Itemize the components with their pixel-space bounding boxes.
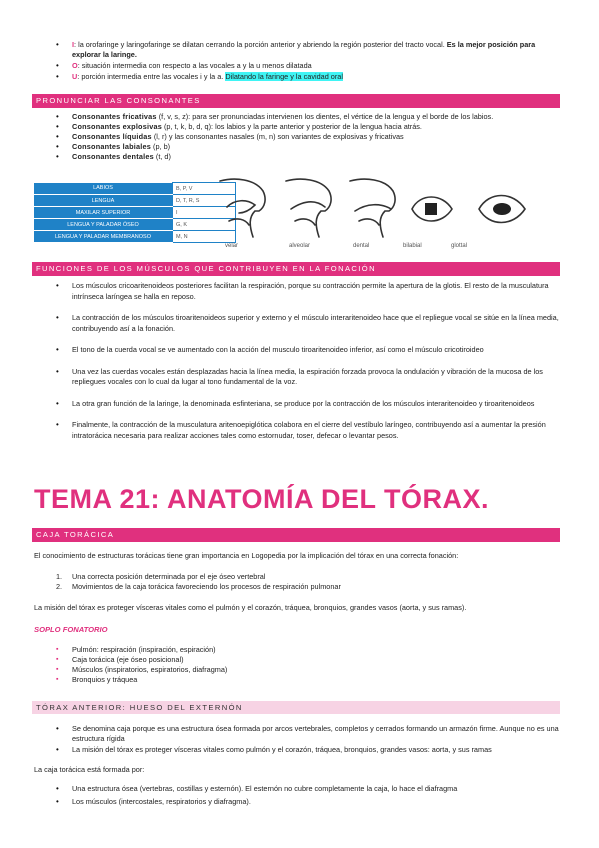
list-item: ▪ Músculos (inspiratorios, espiratorios, diafragma) <box>72 665 560 675</box>
term: Consonantes dentales <box>72 152 154 161</box>
list-item-text: Movimientos de la caja torácica favoreciendo los procesos de respiración pulmonar <box>72 582 341 591</box>
term-description: (f, v, s, z): para ser pronunciadas intervienen los dientes, el vértice de la lengua y el borde de los labios. <box>156 112 494 121</box>
table-row <box>34 231 236 243</box>
caja-formada-paragraph: La caja torácica está formada por: <box>34 765 145 774</box>
list-item <box>72 122 560 132</box>
list-item <box>72 61 560 71</box>
diagram-label: alveolar <box>289 243 311 249</box>
term: Consonantes líquidas <box>72 132 152 141</box>
table-row <box>34 219 236 231</box>
section-heading-anterior: TÓRAX ANTERIOR: HUESO DEL EXTERNÓN <box>32 701 560 714</box>
diagram-label: bilabial <box>403 243 422 249</box>
table-value: M, N <box>173 231 236 243</box>
list-item: ▪ Pulmón: respiración (inspiración, espiración) <box>72 645 560 655</box>
table-label: LABIOS <box>34 183 173 195</box>
list-item <box>72 112 560 122</box>
table-value: D, T, R, S <box>173 195 236 207</box>
consonant-list <box>72 112 560 162</box>
term-description: (l, r) y las consonantes nasales (m, n) son variantes de explosivas y fricativas <box>151 132 404 141</box>
muscle-function-list <box>72 281 560 452</box>
vowel-text: : porción intermedia entre las vocales i y la a. <box>77 72 224 81</box>
vowel-letter: I <box>72 40 75 49</box>
articulation-table <box>34 182 236 243</box>
vowel-text: : la orofaringe y laringofaringe se dilatan cerrando la porción anterior y abriendo la región posterior del tracto vocal. <box>74 40 445 49</box>
list-item: • Una vez las cuerdas vocales están desplazadas hacia la línea media, la espiración forzada provoca la ondulación y vibración de la mucosa de los repliegues vocales con lo cual da lugar al tono fundamental de la voz. <box>72 367 560 388</box>
vowel-letter: U <box>72 72 78 81</box>
diagram-label: dental <box>353 243 370 249</box>
diagram-label: velar <box>225 243 239 249</box>
table-value: B, P, V <box>173 183 236 195</box>
list-item: • Finalmente, la contracción de la musculatura aritenoepiglótica colabora en el cierre del vestíbulo laríngeo, contribuyendo así a aumentar la presión intratorácica necesaria para realizar acciones tales como estornudar, toser, defecar o levantar pesos. <box>72 420 560 441</box>
articulation-diagrams <box>215 177 560 249</box>
term-description: (p, t, k, b, d, q): los labios y la parte anterior y posterior de la lengua hacia atrás. <box>161 122 422 131</box>
table-label: LENGUA Y PALADAR ÓSEO <box>34 219 173 231</box>
list-item: ▪ Caja torácica (eje óseo posicional) <box>72 655 560 665</box>
term: Consonantes explosivas <box>72 122 162 131</box>
dental-diagram <box>350 179 395 249</box>
mision-paragraph: La misión del tórax es proteger vísceras vitales como el pulmón y el corazón, tráquea, bronquios, grandes vasos (aorta, y sus ramas). <box>34 603 467 612</box>
velar-diagram <box>220 179 265 249</box>
list-item-text: Una correcta posición determinada por el eje óseo vertebral <box>72 572 266 581</box>
table-label: MAXILAR SUPERIOR <box>34 207 173 219</box>
term: Consonantes labiales <box>72 142 152 151</box>
anterior-list <box>72 724 560 756</box>
list-item <box>72 142 560 152</box>
list-item: • Una estructura ósea (vertebras, costillas y esternón). El esternón no cubre completamente la caja, lo hace el diafragma <box>72 784 560 794</box>
vowel-bold-note: Es la mejor posición para explorar la laringe. <box>72 40 536 59</box>
vowel-list <box>72 40 560 83</box>
vowel-letter: O <box>72 61 78 70</box>
table-label: LENGUA <box>34 195 173 207</box>
list-item: • La misión del tórax es proteger vísceras vitales como pulmón y el corazón, tráquea, bronquios, grandes vasos: aorta, y sus ramas <box>72 745 560 755</box>
term: Consonantes fricativas <box>72 112 157 121</box>
chapter-title: TEMA 21: ANATOMÍA DEL TÓRAX. <box>34 484 490 514</box>
term-description: (p, b) <box>151 142 171 151</box>
list-item <box>72 132 560 142</box>
caja-ordered-list <box>56 572 560 592</box>
table-row <box>34 183 236 195</box>
soplo-heading: SOPLO FONATORIO <box>34 625 108 634</box>
list-item: ▪ Bronquios y tráquea <box>72 675 560 685</box>
table-value: G, K <box>173 219 236 231</box>
highlighted-text: Dilatando la faringe y la cavidad oral <box>225 72 343 81</box>
alveolar-diagram <box>286 179 331 249</box>
caja-intro: El conocimiento de estructuras torácicas tiene gran importancia en Logopedia por la implicación del tórax en una correcta fonación: <box>34 551 459 560</box>
table-row <box>34 195 236 207</box>
term-description: (t, d) <box>153 152 171 161</box>
bilabial-diagram <box>412 197 452 221</box>
table-label: LENGUA Y PALADAR MEMBRANOSO <box>34 231 173 243</box>
list-item <box>72 152 560 162</box>
table-row <box>34 207 236 219</box>
list-item: • Los músculos cricoaritenoideos posteriores facilitan la respiración, porque su contracción permite la apertura de la glotis. El resto de la musculatura intrínseca laríngea se halla en reposo. <box>72 281 560 302</box>
section-heading-muscles: FUNCIONES DE LOS MÚSCULOS QUE CONTRIBUYEN EN LA FONACIÓN <box>32 262 560 276</box>
diagram-label: glottal <box>451 243 468 249</box>
section-heading-caja: CAJA TORÁCICA <box>32 528 560 542</box>
section-heading-consonants: PRONUNCIAR LAS CONSONANTES <box>32 94 560 108</box>
caja-composition-list <box>72 784 560 810</box>
glottal-diagram <box>479 196 525 223</box>
table-value: I <box>173 207 236 219</box>
list-item <box>72 40 560 60</box>
list-item: • La otra gran función de la laringe, la denominada esfinteriana, se produce por la contracción de los músculos interaritenoideo y tiroaritenoideos <box>72 399 560 410</box>
list-item: • Los músculos (intercostales, respiratorios y diafragma). <box>72 797 560 807</box>
soplo-list <box>72 645 560 685</box>
list-item: 1. Una correcta posición determinada por el eje óseo vertebral <box>56 572 266 581</box>
vowel-text: : situación intermedia con respecto a las vocales a y la u menos dilatada <box>77 61 312 70</box>
list-item: • La contracción de los músculos tiroaritenoideos superior y externo y el músculo interaritenoideo hace que el repliegue vocal se sitúe en la línea media, contribuyendo así a la fonación. <box>72 313 560 334</box>
list-item: 2. Movimientos de la caja torácica favoreciendo los procesos de respiración pulmonar <box>56 582 341 591</box>
list-item: • Se denomina caja porque es una estructura ósea formada por arcos vertebrales, completos y cerrados formando un armazón firme. Aunque no es una estructura rígida <box>72 724 560 744</box>
list-item: • El tono de la cuerda vocal se ve aumentado con la acción del musculo tiroaritenoideo inferior, así como el músculo cricotiroideo <box>72 345 560 356</box>
list-item <box>72 72 560 82</box>
